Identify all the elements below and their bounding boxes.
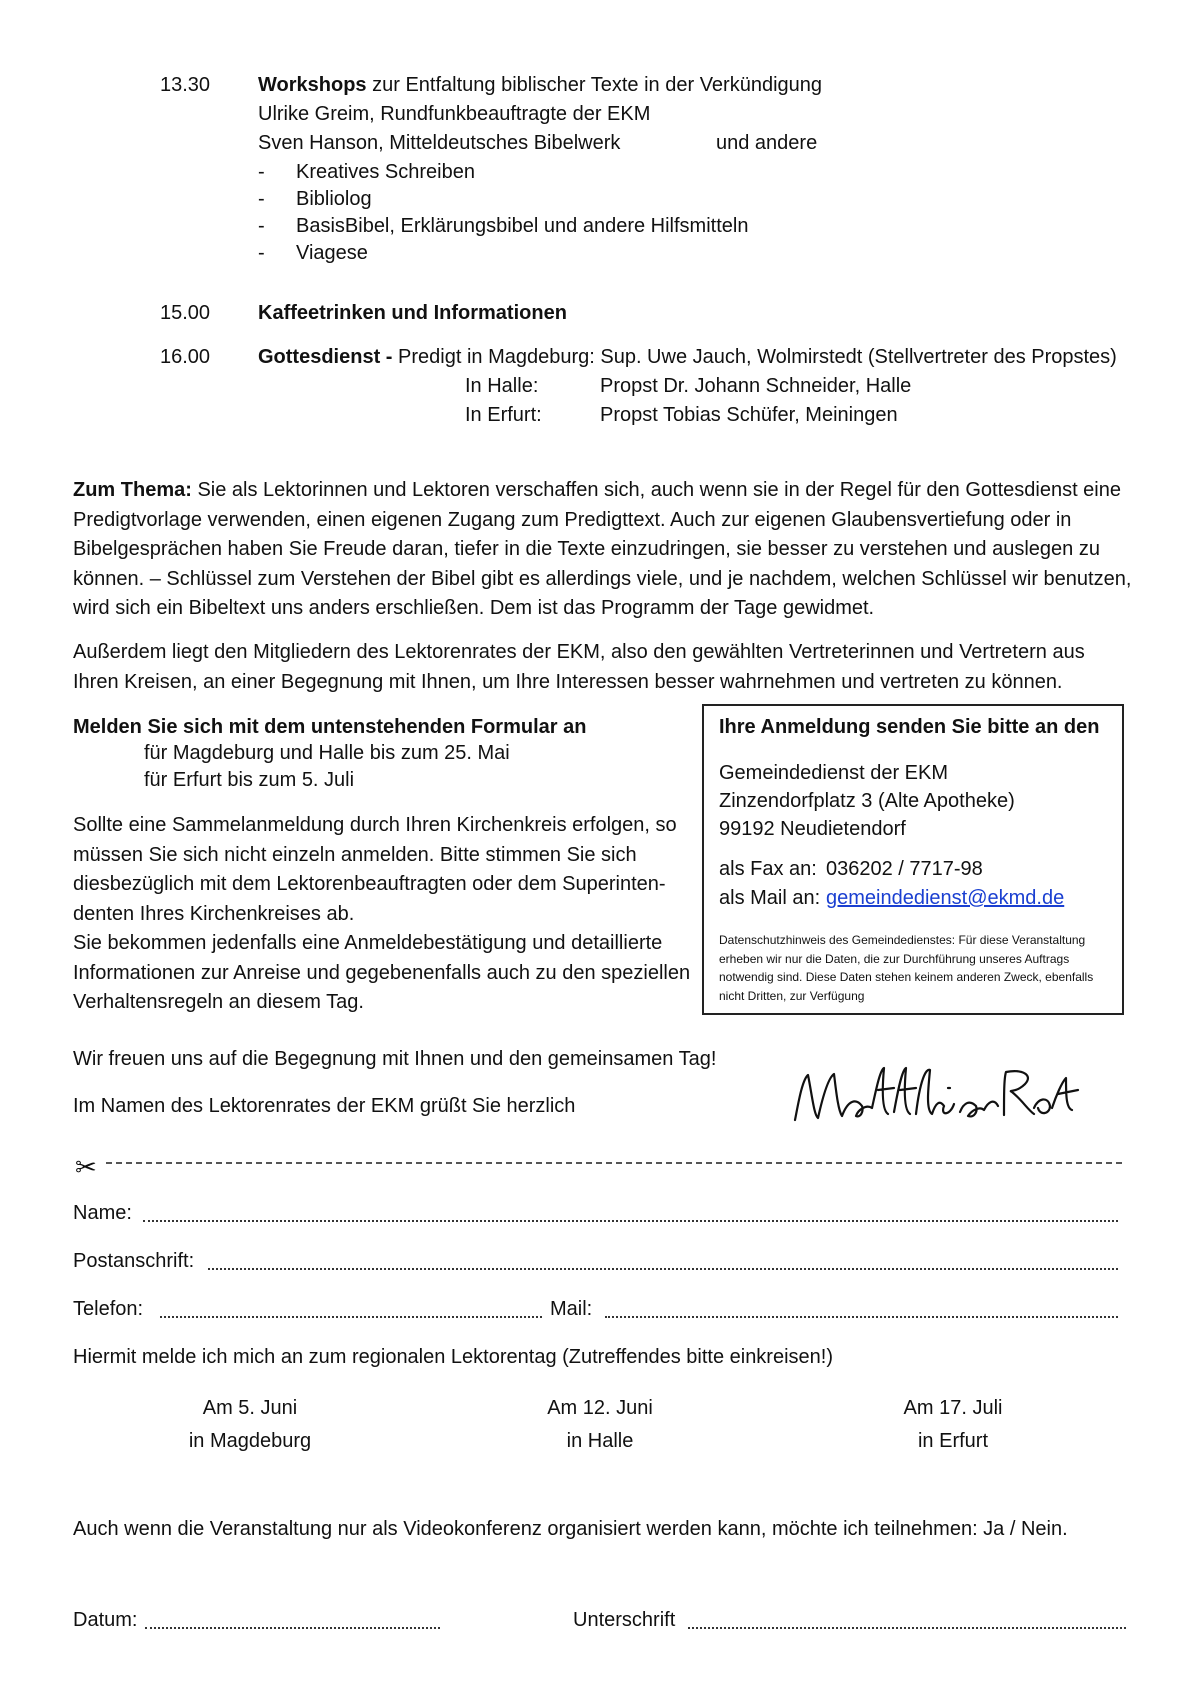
kaffee-title: Kaffeetrinken und Informationen [258,302,567,324]
workshop-others: und andere [716,132,818,154]
box-mail-label: als Mail an: [719,887,821,909]
mail-label: Mail: [550,1298,593,1320]
bestaetigung-paragraph: Sie bekommen jedenfalls eine Anmeldebestätigung und detaillierte Informationen zur Anreise und gegebenenfalls auch zu den speziellen Verhaltensregeln an diesem Tag. [73,932,691,1013]
deadline-magdeburg-halle: für Magdeburg und Halle bis zum 25. Mai [144,742,510,764]
video-conference-question: Auch wenn die Veranstaltung nur als Videokonferenz organisiert werden kann, möchte ich teilnehmen: Ja / Nein. [73,1518,1068,1540]
box-fax: 036202 / 7717-98 [826,858,983,880]
registration-intro: Hiermit melde ich mich an zum regionalen Lektorentag (Zutreffendes bitte einkreisen!) [73,1346,833,1368]
list-bullet: - [258,215,265,237]
box-street: Zinzendorfplatz 3 (Alte Apotheke) [719,790,1015,812]
sammelanmeldung-paragraph: Sollte eine Sammelanmeldung durch Ihren Kirchenkreis erfolgen, so müssen Sie sich nicht einzeln anmelden. Bitte stimmen Sie sich diesbezüglich mit dem Lektorenbeauftragten oder dem Superinten-denten Ihres Kirchenkreises ab. [73,814,677,925]
list-bullet: - [258,188,265,210]
erfurt-label: In Erfurt: [465,404,542,426]
address-label: Postanschrift: [73,1250,195,1272]
box-org: Gemeindedienst der EKM [719,762,949,784]
option-place: in Erfurt [917,1430,989,1452]
box-city: 99192 Neudietendorf [719,818,906,840]
anmeldung-heading: Melden Sie sich mit dem untenstehenden Formular an [73,716,587,738]
scissors-icon: ✂ [75,1152,97,1182]
lektorenrat-paragraph: Außerdem liegt den Mitgliedern des Lektorenrates der EKM, also den gewählten Vertreterinnen und Vertretern aus Ihren Kreisen, an einer Begegnung mit Ihnen, um Ihre Interessen besser wahrnehmen und vertreten zu können. [73,641,1085,693]
option-place: in Halle [566,1430,634,1452]
date-label: Datum: [73,1609,138,1631]
cut-line [106,1162,1122,1164]
workshop-leader-1: Ulrike Greim, Rundfunkbeauftragte der EKM [258,103,651,125]
workshops-title: Workshops [258,74,367,96]
box-fax-label: als Fax an: [719,858,817,880]
option-date: Am 5. Juni [202,1397,298,1419]
thema-label: Zum Thema: [73,479,192,501]
signature-image [790,1060,1080,1136]
workshop-item: BasisBibel, Erklärungsbibel und andere Hilfsmitteln [296,215,749,237]
name-field[interactable] [143,1220,1118,1222]
workshop-item: Kreatives Schreiben [296,161,475,183]
gottesdienst-title: Gottesdienst - [258,346,399,368]
deadline-erfurt: für Erfurt bis zum 5. Juli [144,769,355,791]
address-box [702,704,1124,1015]
gottesdienst-magdeburg: Predigt in Magdeburg: Sup. Uwe Jauch, Wolmirstedt (Stellvertreter des Propstes) [398,346,1117,368]
email-link[interactable]: gemeindedienst@ekmd.de [826,887,1065,909]
option-erfurt[interactable] [853,1397,1053,1453]
workshop-item: Viagese [296,242,368,264]
list-bullet: - [258,242,265,264]
workshops-heading [258,74,822,97]
box-heading: Ihre Anmeldung senden Sie bitte an den [719,716,1100,738]
option-date: Am 17. Juli [903,1397,1003,1419]
halle-preacher: Propst Dr. Johann Schneider, Halle [600,375,912,397]
option-place: in Magdeburg [188,1430,312,1452]
signature-label: Unterschrift [573,1609,676,1631]
address-field[interactable] [208,1268,1118,1270]
halle-label: In Halle: [465,375,539,397]
option-halle[interactable] [500,1397,700,1453]
time-1500: 15.00 [160,302,211,324]
closing-line-2: Im Namen des Lektorenrates der EKM grüßt Sie herzlich [73,1095,576,1117]
privacy-notice: Datenschutzhinweis des Gemeindedienstes: Für diese Veranstaltung erheben wir nur die Daten, die zur Durchführung unseres Auftrags notwendig sind. Diese Daten stehen keinem anderen Zweck, ebenfalls nicht Dritten, zur Verfügung [719,933,1094,1003]
closing-line-1: Wir freuen uns auf die Begegnung mit Ihnen und den gemeinsamen Tag! [73,1048,717,1070]
name-label: Name: [73,1202,132,1224]
time-1330: 13.30 [160,74,211,96]
mail-field[interactable] [605,1316,1118,1318]
workshops-title-rest: zur Entfaltung biblischer Texte in der Verkündigung [366,74,823,96]
time-1600: 16.00 [160,346,211,368]
list-bullet: - [258,161,265,183]
phone-label: Telefon: [73,1298,144,1320]
erfurt-preacher: Propst Tobias Schüfer, Meiningen [600,404,898,426]
phone-field[interactable] [160,1316,542,1318]
gottesdienst-heading [258,346,1117,369]
option-date: Am 12. Juni [547,1397,653,1419]
option-magdeburg[interactable] [150,1397,350,1453]
workshop-leader-2: Sven Hanson, Mitteldeutsches Bibelwerk [258,132,621,154]
workshop-item: Bibliolog [296,188,372,210]
signature-field[interactable] [688,1627,1126,1629]
date-field[interactable] [145,1627,440,1629]
thema-text: Sie als Lektorinnen und Lektoren verschaffen sich, auch wenn sie in der Regel für den Gottesdienst eine Predigtvorlage verwenden, einen eigenen Zugang zum Predigttext. Auch zur eigenen Glaubensvertiefung oder in Bibelgesprächen haben Sie Freude daran, tiefer in die Texte einzudringen, sie besser zu verstehen und auslegen zu können. – Schlüssel zum Verstehen der Bibel gibt es allerdings viele, und je nachdem, welchen Schlüssel wir benutzen, wird sich ein Bibeltext uns anders erschließen. Dem ist das Programm der Tage gewidmet. [73,479,1132,619]
thema-paragraph [73,476,1133,624]
